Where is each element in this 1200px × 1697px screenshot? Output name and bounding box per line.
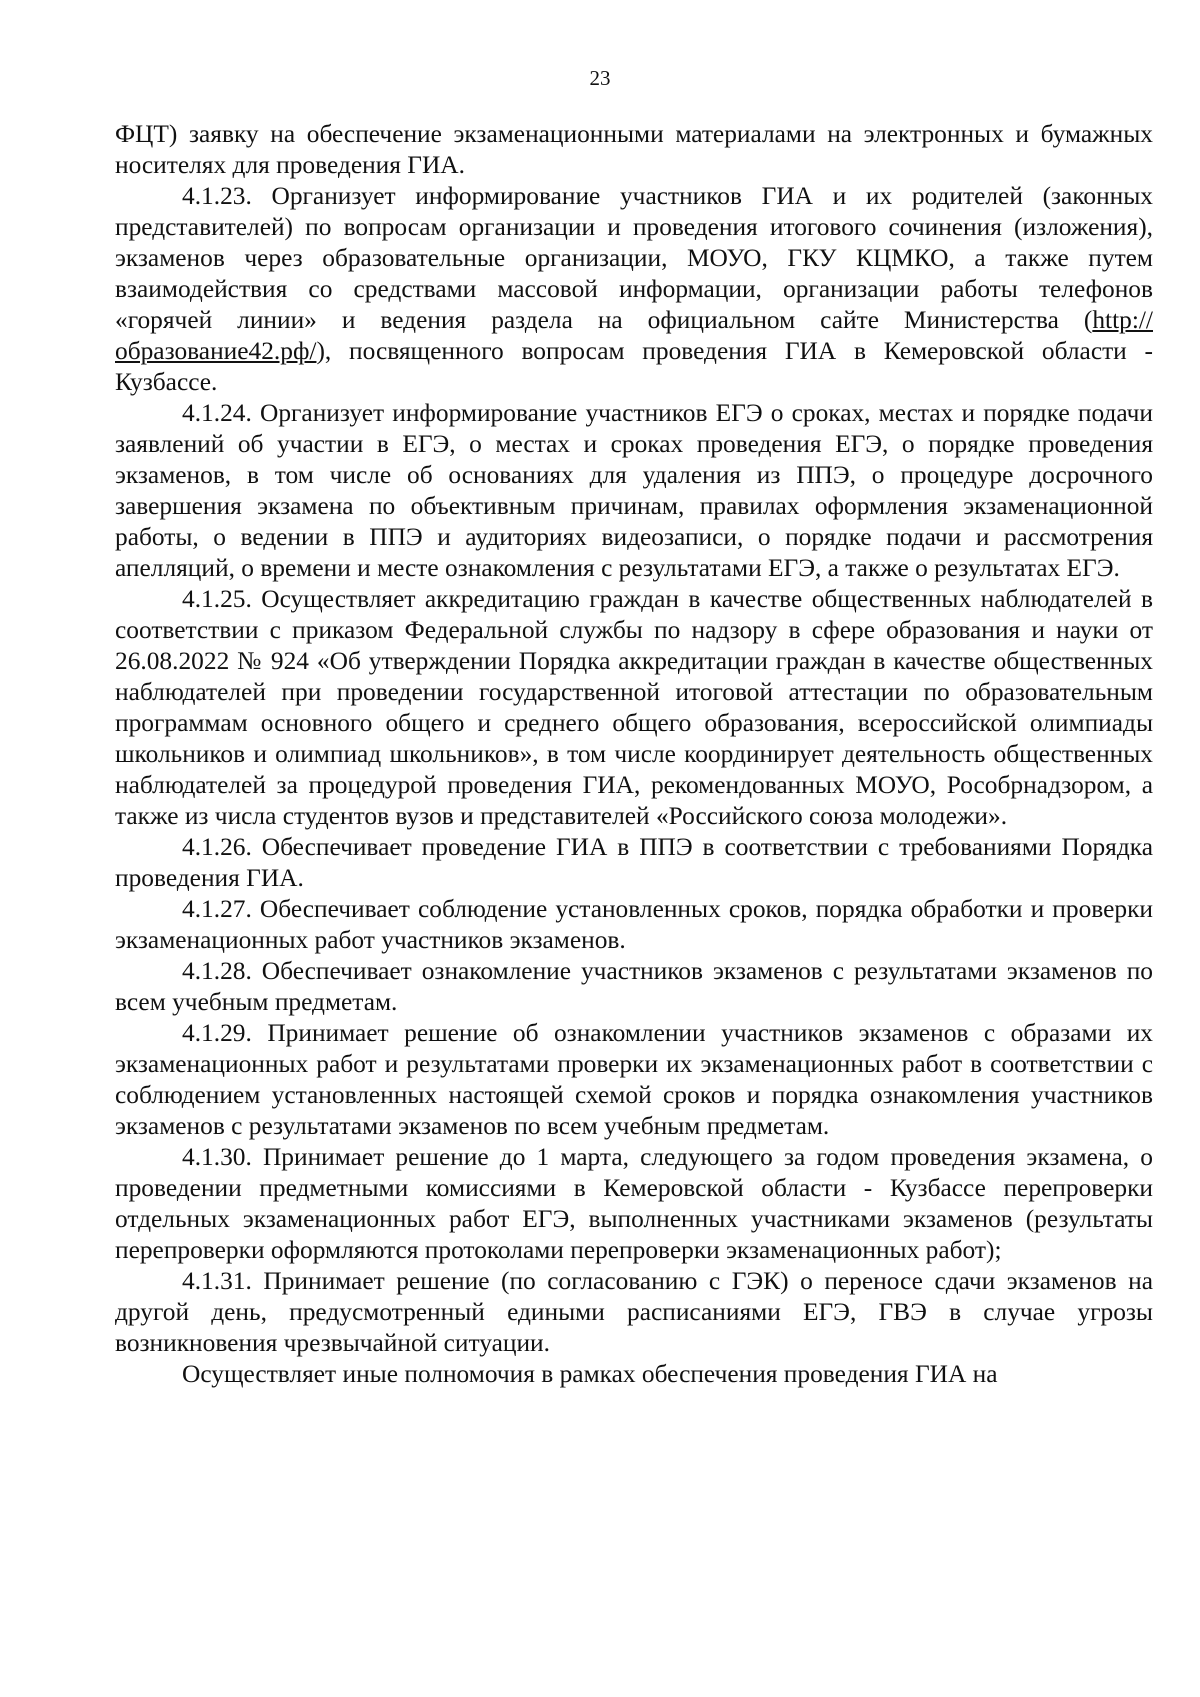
paragraph-4-1-23-text-end: ), посвященного вопросам проведения ГИА в Кемеровской области - Кузбассе. <box>115 337 1153 396</box>
paragraph-continuation: ФЦТ) заявку на обеспечение экзаменационными материалами на электронных и бумажных носителях для проведения ГИА. <box>115 120 1153 179</box>
paragraph-4-1-30: 4.1.30. Принимает решение до 1 марта, следующего за годом проведения экзамена, о проведении предметными комиссиями в Кемеровской области - Кузбассе перепроверки отдельных экзаменационных работ ЕГЭ, выполненных участниками экзаменов (результаты перепроверки оформляются протоколами перепроверки экзаменационных работ); <box>115 1143 1153 1264</box>
paragraph-4-1-31: 4.1.31. Принимает решение (по согласованию с ГЭК) о переносе сдачи экзаменов на другой день, предусмотренный едиными расписаниями ЕГЭ, ГВЭ в случае угрозы возникновения чрезвычайной ситуации. <box>115 1267 1153 1357</box>
paragraph-4-1-27: 4.1.27. Обеспечивает соблюдение установленных сроков, порядка обработки и проверки экзаменационных работ участников экзаменов. <box>115 895 1153 954</box>
paragraph-4-1-23-text-start: 4.1.23. Организует информирование участников ГИА и их родителей (законных представителей) по вопросам организации и проведения итогового сочинения (изложения), экзаменов через образовательные организации, МОУО, ГКУ КЦМКО, а также путем взаимодействия со средствами массовой информации, организации работы телефонов «горячей линии» и ведения раздела на официальном сайте Министерства ( <box>115 182 1153 334</box>
paragraph-4-1-25: 4.1.25. Осуществляет аккредитацию граждан в качестве общественных наблюдателей в соответствии с приказом Федеральной службы по надзору в сфере образования и науки от 26.08.2022 № 924 «Об утверждении Порядка аккредитации граждан в качестве общественных наблюдателей при проведении государственной итоговой аттестации по образовательным программам основного общего и среднего общего образования, всероссийской олимпиады школьников и олимпиад школьников», в том числе координирует деятельность общественных наблюдателей за процедурой проведения ГИА, рекомендованных МОУО, Рособрнадзором, а также из числа студентов вузов и представителей «Российского союза молодежи». <box>115 585 1153 830</box>
paragraph-4-1-23 <box>115 181 1153 398</box>
paragraph-4-1-26: 4.1.26. Обеспечивает проведение ГИА в ППЭ в соответствии с требованиями Порядка проведения ГИА. <box>115 833 1153 892</box>
paragraph-4-1-28: 4.1.28. Обеспечивает ознакомление участников экзаменов с результатами экзаменов по всем учебным предметам. <box>115 957 1153 1016</box>
document-body <box>115 119 1153 1390</box>
paragraph-final: Осуществляет иные полномочия в рамках обеспечения проведения ГИА на <box>182 1360 998 1388</box>
ministry-website-link[interactable]: http://образование42.рф/ <box>115 306 1153 365</box>
paragraph-4-1-24: 4.1.24. Организует информирование участников ЕГЭ о сроках, местах и порядке подачи заявлений об участии в ЕГЭ, о местах и сроках проведения ЕГЭ, о порядке проведения экзаменов, в том числе об основаниях для удаления из ППЭ, о процедуре досрочного завершения экзамена по объективным причинам, правилах оформления экзаменационной работы, о ведении в ППЭ и аудиториях видеозаписи, о порядке подачи и рассмотрения апелляций, о времени и месте ознакомления с результатами ЕГЭ, а также о результатах ЕГЭ. <box>115 399 1153 582</box>
page-number: 23 <box>589 66 611 90</box>
paragraph-4-1-29: 4.1.29. Принимает решение об ознакомлении участников экзаменов с образами их экзаменационных работ и результатами проверки их экзаменационных работ в соответствии с соблюдением установленных настоящей схемой сроков и порядка ознакомления участников экзаменов с результатами экзаменов по всем учебным предметам. <box>115 1019 1153 1140</box>
